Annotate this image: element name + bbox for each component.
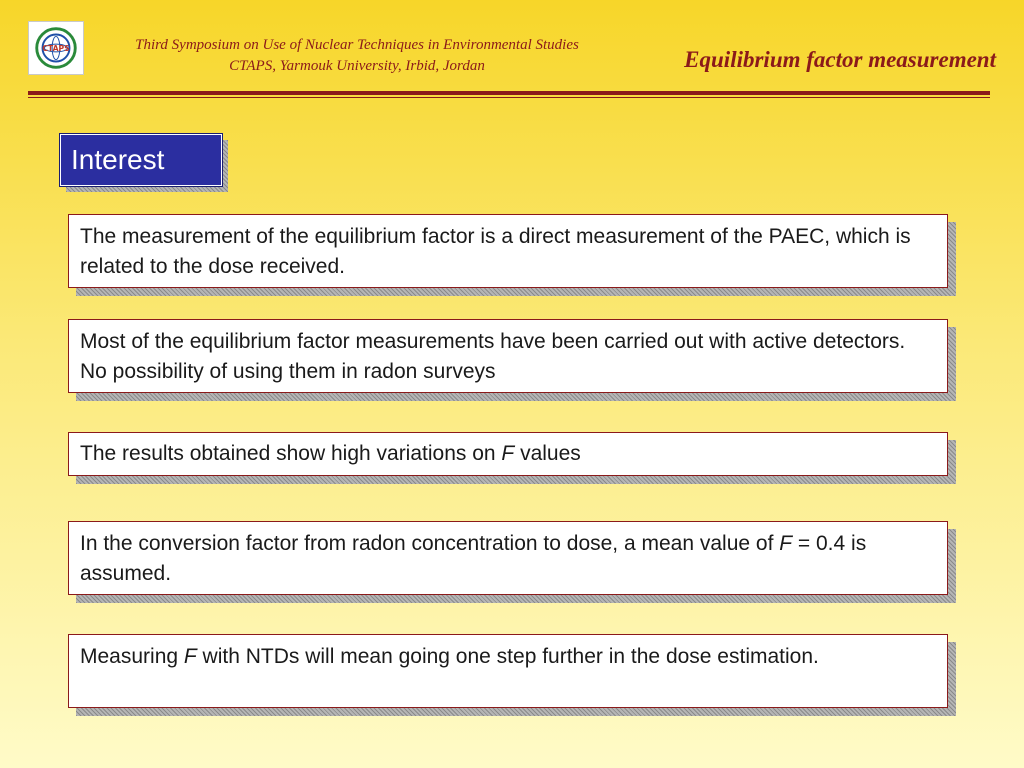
- text-box-text-post: with NTDs will mean going one step further in the dose estimation.: [196, 645, 819, 668]
- section-heading: Interest: [60, 134, 222, 186]
- variable-f: F: [183, 645, 197, 668]
- text-box-text-post: values: [514, 442, 581, 465]
- conference-name: Third Symposium on Use of Nuclear Techniques in Environmental Studies: [135, 37, 579, 53]
- text-box-variations: [68, 432, 948, 476]
- conference-logo: [28, 21, 84, 75]
- text-box-text: Most of the equilibrium factor measurements have been carried out with active detectors. No possibility of using them in radon surveys: [80, 330, 906, 383]
- logo-emblem-icon: [29, 22, 83, 74]
- text-box-text-pre: Measuring: [80, 645, 184, 668]
- variable-f: F: [501, 442, 515, 465]
- slide-title: Equilibrium factor measurement: [684, 47, 996, 72]
- text-box-ntds: [68, 634, 948, 708]
- conference-venue: CTAPS, Yarmouk University, Irbid, Jordan: [229, 58, 485, 74]
- text-box-text: The measurement of the equilibrium factor is a direct measurement of the PAEC, which is related to the dose received.: [80, 225, 911, 278]
- text-box-text-post: = 0.4 is assumed.: [80, 532, 867, 585]
- text-box-text-pre: The results obtained show high variations on: [80, 442, 502, 465]
- variable-f: F: [779, 532, 793, 555]
- text-box-conversion-factor: [68, 521, 948, 595]
- conference-info: [92, 35, 622, 77]
- text-box-active-detectors: [68, 319, 948, 393]
- svg-text:CTAPS: CTAPS: [42, 43, 70, 53]
- text-box-text-pre: In the conversion factor from radon concentration to dose, a mean value of: [80, 532, 780, 555]
- text-box-dose-measurement: [68, 214, 948, 288]
- header-divider-thick: [28, 91, 990, 95]
- header-divider-thin: [28, 97, 990, 98]
